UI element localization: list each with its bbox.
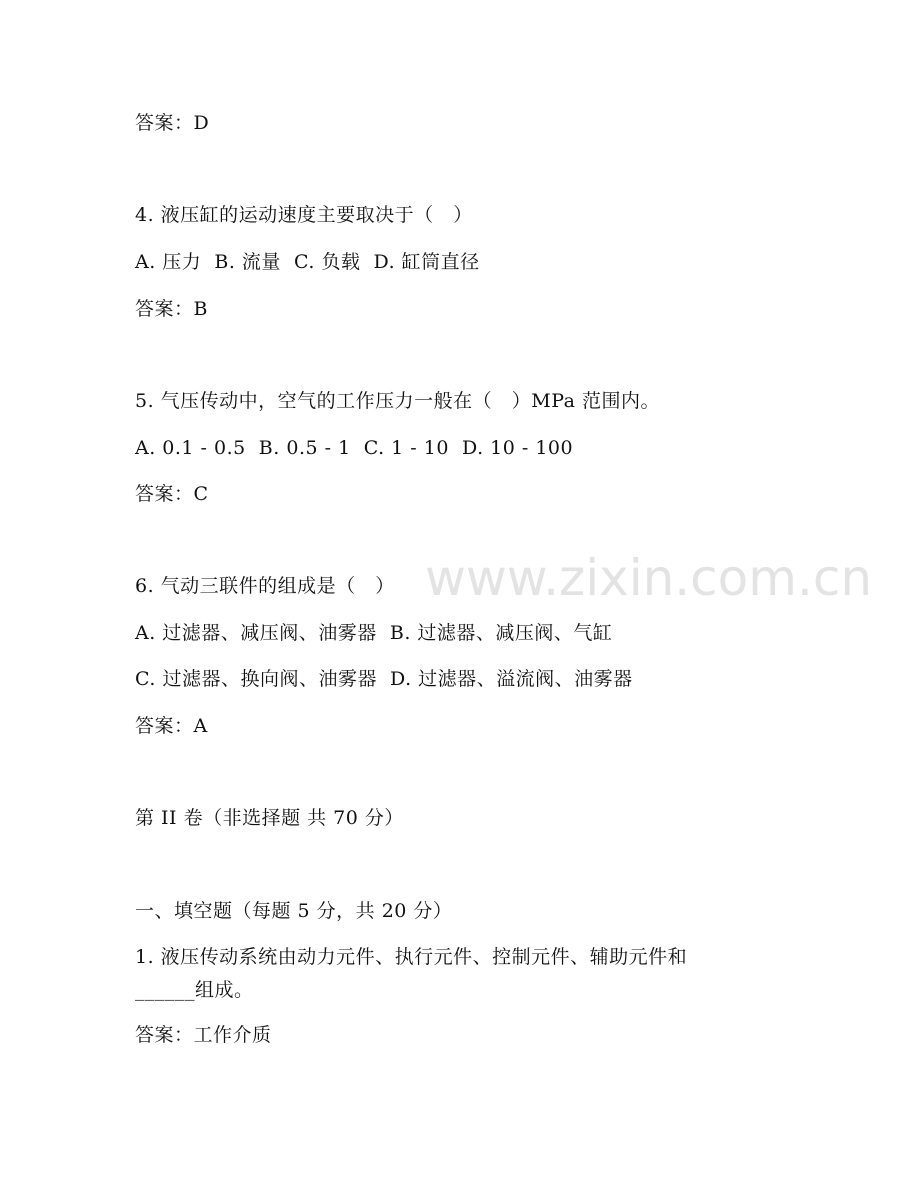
answer-6: 答案：A bbox=[135, 715, 208, 737]
fill-blank-question-1-line-1: 1. 液压传动系统由动力元件、执行元件、控制元件、辅助元件和 bbox=[135, 946, 688, 968]
question-6-options-ab: A. 过滤器、减压阀、油雾器 B. 过滤器、减压阀、气缸 bbox=[135, 622, 613, 644]
watermark: www.zixin.com.cn bbox=[425, 549, 873, 607]
answer-4: 答案：B bbox=[135, 298, 208, 320]
fill-blank-question-1-line-2: ______组成。 bbox=[135, 979, 254, 1001]
question-4-options: A. 压力 B. 流量 C. 负载 D. 缸筒直径 bbox=[135, 251, 480, 273]
question-6-options-cd: C. 过滤器、换向阀、油雾器 D. 过滤器、溢流阀、油雾器 bbox=[135, 668, 633, 690]
answer-3: 答案：D bbox=[135, 112, 210, 134]
fill-blank-heading: 一、填空题（每题 5 分，共 20 分） bbox=[135, 900, 453, 922]
part-2-title: 第 II 卷（非选择题 共 70 分） bbox=[135, 807, 404, 829]
question-5-options: A. 0.1 - 0.5 B. 0.5 - 1 C. 1 - 10 D. 10 - 100 bbox=[135, 437, 574, 459]
question-5: 5. 气压传动中，空气的工作压力一般在（ ）MPa 范围内。 bbox=[135, 390, 661, 412]
answer-5: 答案：C bbox=[135, 483, 209, 505]
fill-blank-answer-1: 答案：工作介质 bbox=[135, 1024, 272, 1046]
question-4: 4. 液压缸的运动速度主要取决于（ ） bbox=[135, 204, 473, 226]
question-6: 6. 气动三联件的组成是（ ） bbox=[135, 575, 395, 597]
